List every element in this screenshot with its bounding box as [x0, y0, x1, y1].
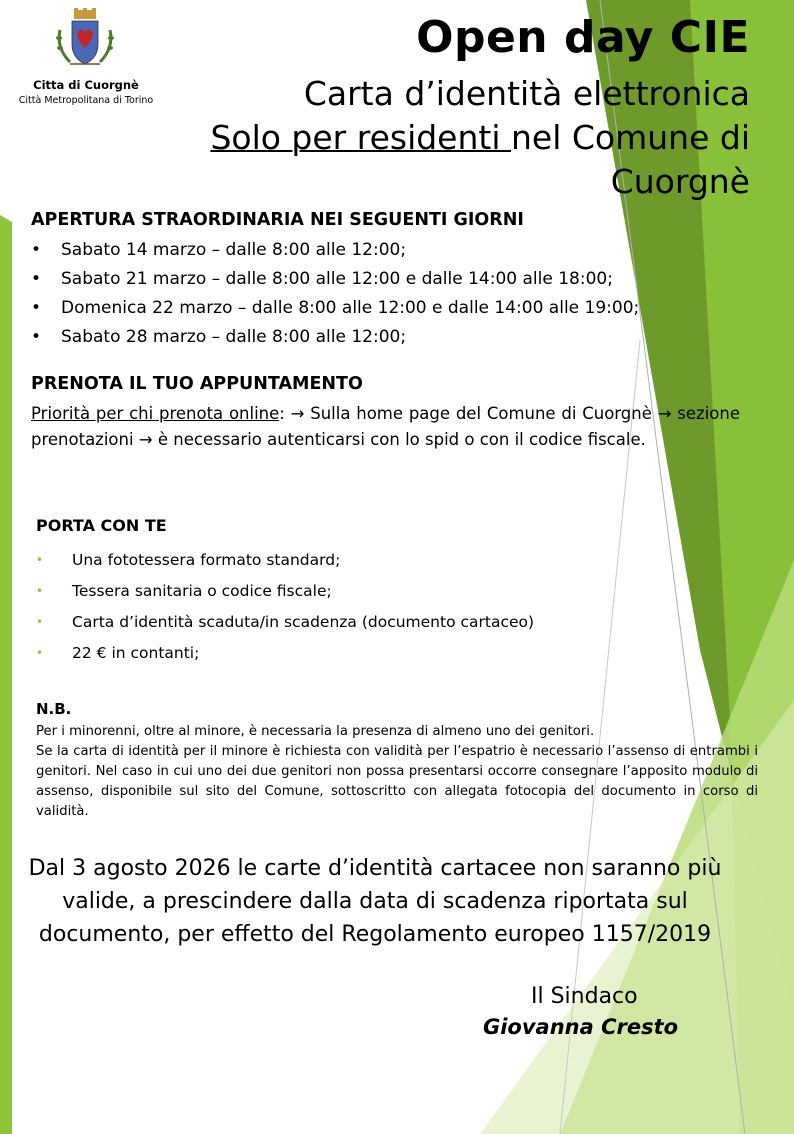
list-item: • Tessera sanitaria o codice fiscale;	[36, 582, 332, 600]
subtitle-underlined: Solo per residenti	[210, 118, 511, 157]
nb-line1: Per i minorenni, oltre al minore, è necessaria la presenza di almeno uno dei genitori.	[36, 724, 595, 739]
booking-title: PRENOTA IL TUO APPUNTAMENTO	[31, 374, 363, 394]
page-title: Open day CIE	[416, 12, 750, 63]
signer-role: Il Sindaco	[531, 984, 638, 1009]
list-item: • Sabato 14 marzo – dalle 8:00 alle 12:00;	[31, 240, 407, 260]
list-item: • Una fototessera formato standard;	[36, 551, 341, 569]
list-item: • Domenica 22 marzo – dalle 8:00 alle 12:00 e dalle 14:00 alle 19:00;	[31, 298, 640, 318]
list-item: • 22 € in contanti;	[36, 644, 200, 662]
list-item: • Carta d’identità scaduta/in scadenza (documento cartaceo)	[36, 613, 535, 631]
nb-text	[36, 722, 758, 822]
bring-list	[36, 545, 534, 669]
subtitle-rest: nel Comune di Cuorgnè	[511, 118, 750, 201]
subtitle-line1: Carta d’identità elettronica	[303, 74, 750, 113]
validity-notice: Dal 3 agosto 2026 le carte d’identità cartacee non saranno più valide, a prescindere dalla data di scadenza riportata sul documento, per effetto del Regolamento europeo 1157/2019	[28, 856, 722, 947]
priority-label: Priorità per chi prenota online	[31, 404, 280, 423]
opening-list	[31, 236, 639, 352]
page-subtitle	[190, 72, 750, 204]
list-item: • Sabato 28 marzo – dalle 8:00 alle 12:00;	[31, 327, 407, 347]
left-green-stripe	[0, 215, 12, 1134]
coat-of-arms-icon	[52, 8, 118, 74]
nb-line2: Se la carta di identità per il minore è richiesta con validità per l’espatrio è necessario l’assenso di entrambi i genitori. Nel caso in cui uno dei due genitori non possa presentarsi occorre consegnare l’apposito modulo di assenso, disponibile sul sito del Comune, sottoscritto con allegata fotocopia del documento in corso di validità.	[36, 744, 758, 819]
list-item: • Sabato 21 marzo – dalle 8:00 alle 12:00 e dalle 14:00 alle 18:00;	[31, 269, 613, 289]
signer-name: Giovanna Cresto	[483, 1015, 679, 1039]
nb-title: N.B.	[36, 700, 72, 718]
priority-text: : → Sulla home page del Comune di Cuorgnè → sezione prenotazioni → è necessario autenticarsi con lo spid o con il codice fiscale.	[31, 404, 740, 449]
city-name: Citta di Cuorgnè	[33, 78, 139, 92]
bring-title: PORTA CON TE	[36, 516, 167, 535]
opening-title: APERTURA STRAORDINARIA NEI SEGUENTI GIORNI	[31, 210, 524, 230]
metro-city-name: Città Metropolitana di Torino	[18, 95, 154, 106]
booking-text	[31, 401, 740, 453]
